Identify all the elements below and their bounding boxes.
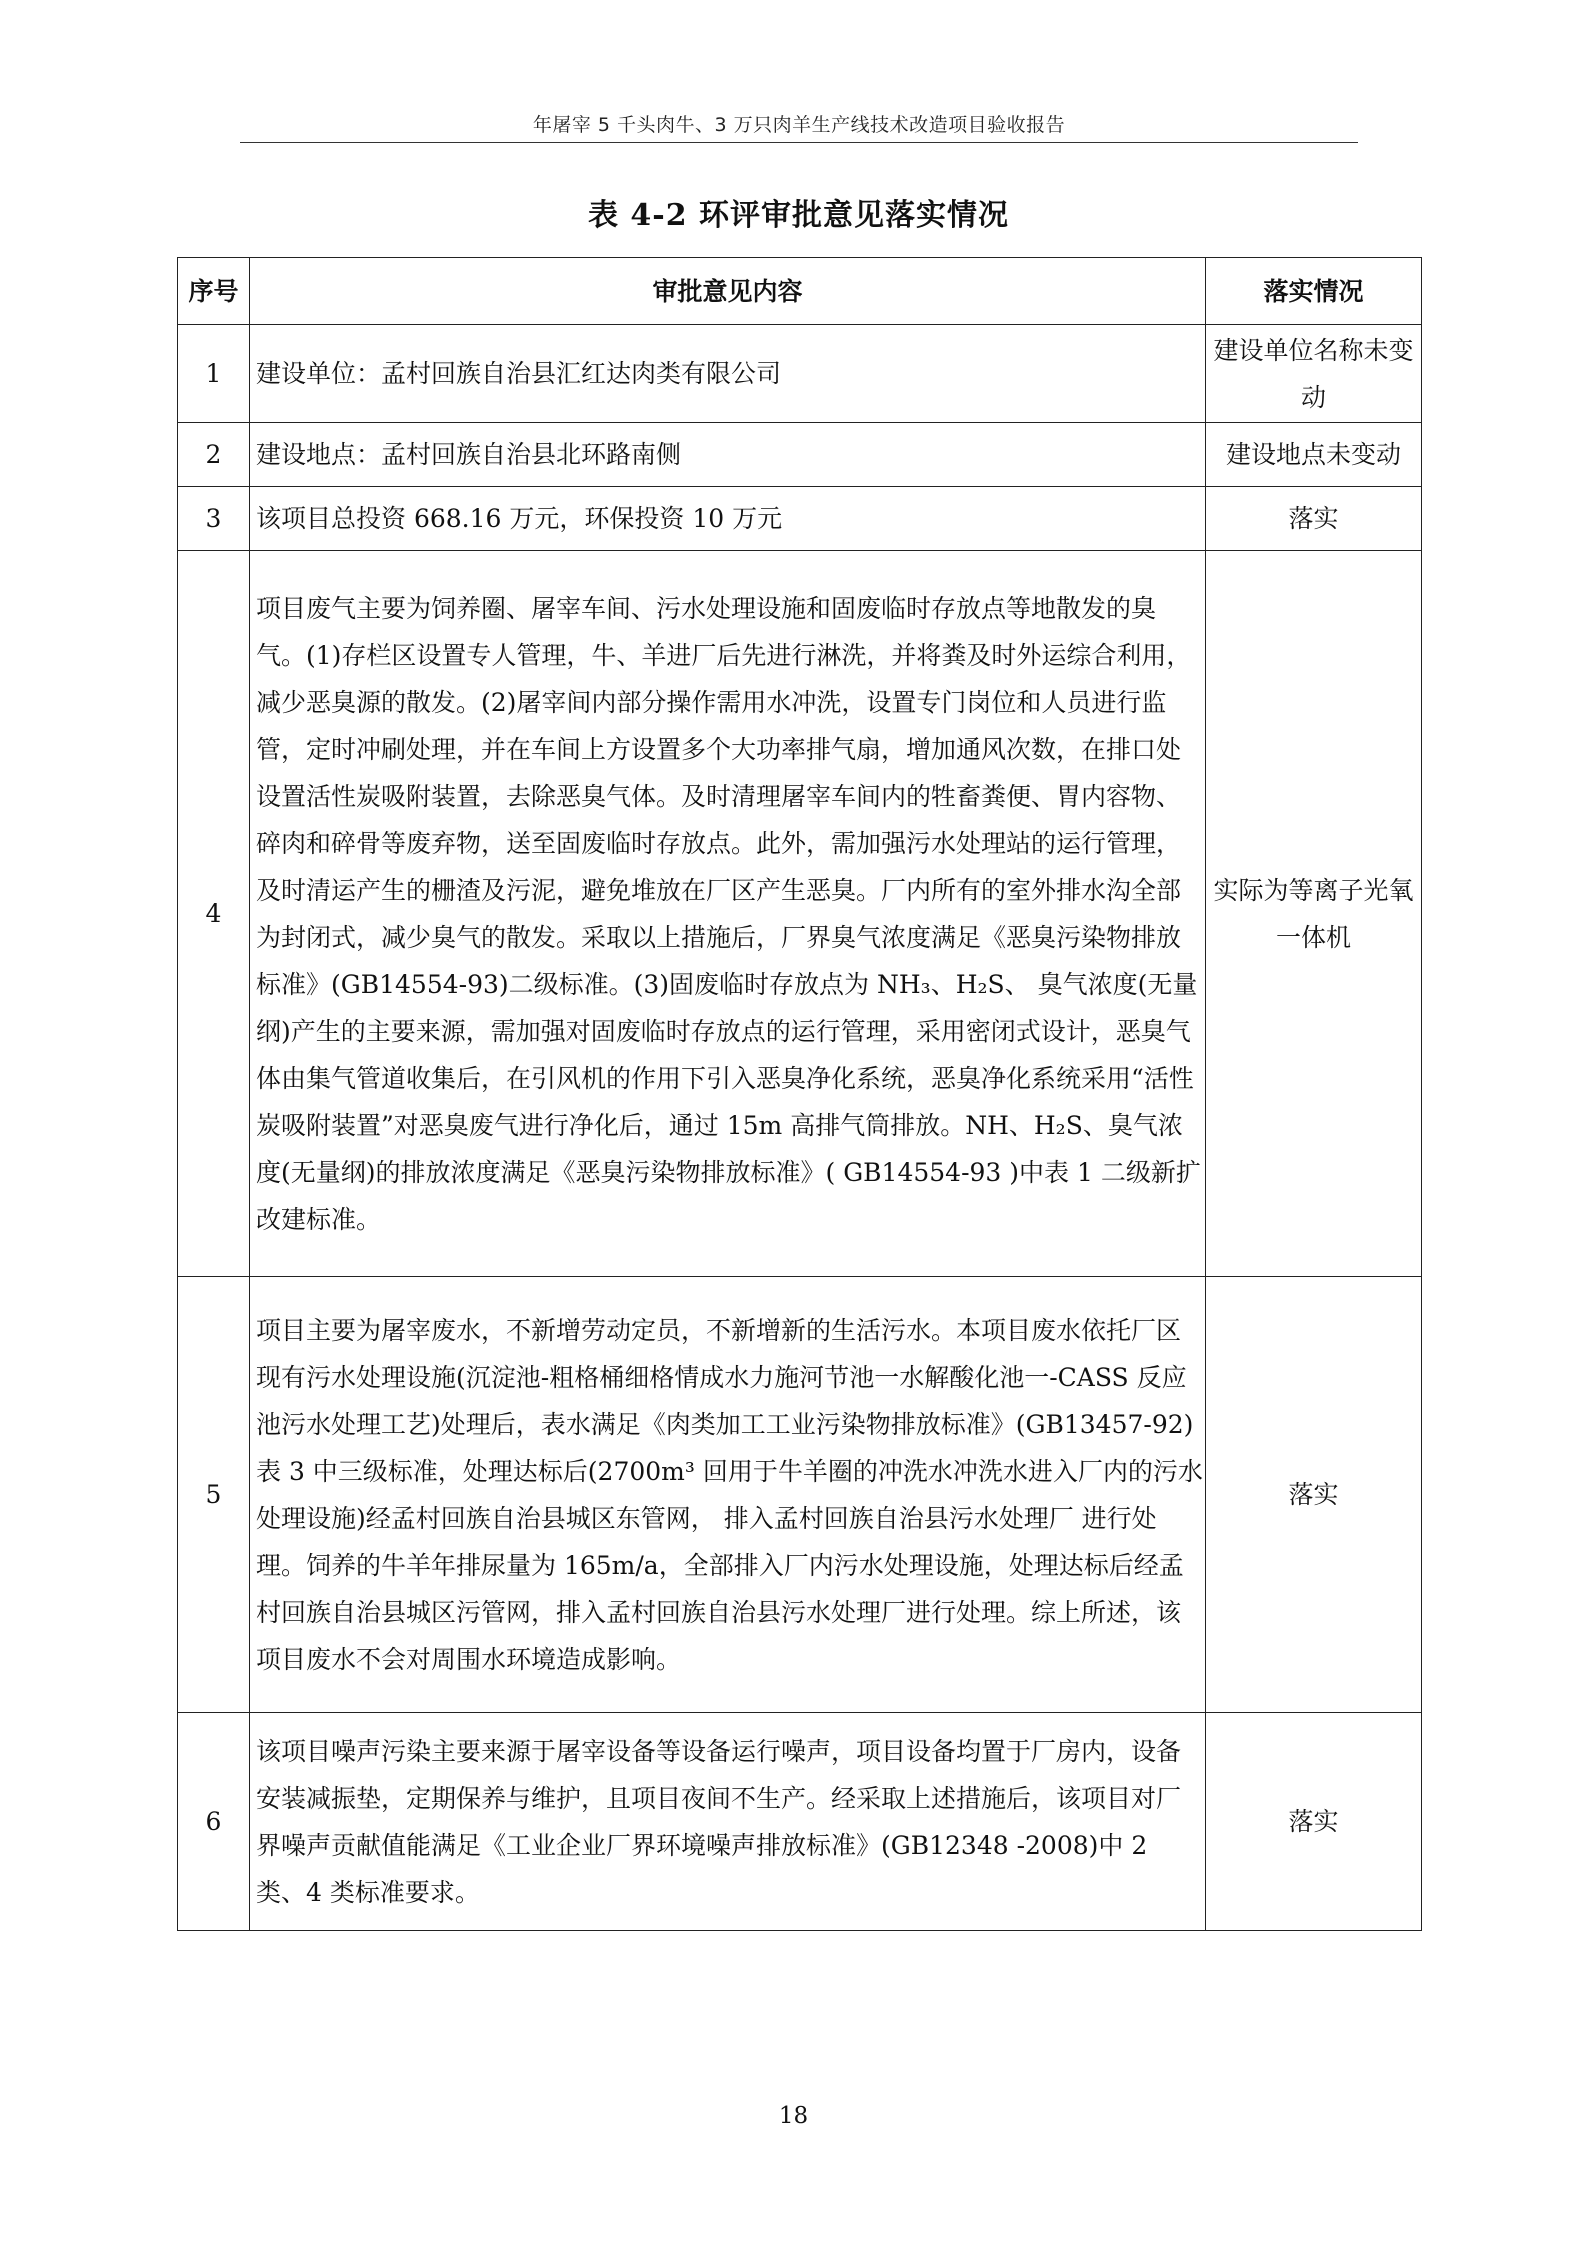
table-row [178, 487, 1422, 551]
header-content: 审批意见内容 [250, 258, 1206, 325]
running-header: 年屠宰 5 千头肉牛、3 万只肉羊生产线技术改造项目验收报告 [532, 114, 1066, 136]
row-content: 建设地点：孟村回族自治县北环路南侧 [250, 423, 1206, 487]
row-status: 实际为等离子光氧一体机 [1206, 551, 1422, 1277]
table-row [178, 1277, 1422, 1713]
header-rule [240, 142, 1358, 143]
row-status: 落实 [1206, 1713, 1422, 1931]
row-status: 建设单位名称未变动 [1206, 325, 1422, 423]
row-number: 3 [178, 487, 250, 551]
page-number: 18 [778, 2103, 809, 2129]
row-status: 落实 [1206, 1277, 1422, 1713]
table-header-row [178, 258, 1422, 325]
row-status: 建设地点未变动 [1206, 423, 1422, 487]
row-content: 建设单位：孟村回族自治县汇红达肉类有限公司 [250, 325, 1206, 423]
row-number: 5 [178, 1277, 250, 1713]
table-title: 表 4-2 环评审批意见落实情况 [587, 198, 1010, 233]
row-content: 项目废气主要为饲养圈、屠宰车间、污水处理设施和固废临时存放点等地散发的臭气。(1)存栏区设置专人管理，牛、羊进厂后先进行淋洗，并将粪及时外运综合利用，减少恶臭源的散发。(2)屠宰间内部分操作需用水冲洗，设置专门岗位和人员进行监管，定时冲刷处理，并在车间上方设置多个大功率排气扇，增加通风次数，在排口处设置活性炭吸附装置，去除恶臭气体。及时清理屠宰车间内的牲畜粪便、胃内容物、碎肉和碎骨等废弃物，送至固废临时存放点。此外，需加强污水处理站的运行管理，及时清运产生的栅渣及污泥，避免堆放在厂区产生恶臭。厂内所有的室外排水沟全部为封闭式，减少臭气的散发。采取以上措施后，厂界臭气浓度满足《恶臭污染物排放标准》(GB14554-93)二级标准。(3)固废临时存放点为 NH₃、H₂S、 臭气浓度(无量纲)产生的主要来源，需加强对固废临时存放点的运行管理，采用密闭式设计，恶臭气体由集气管道收集后，在引风机的作用下引入恶臭净化系统，恶臭净化系统采用“活性炭吸附装置”对恶臭废气进行净化后，通过 15m 高排气筒排放。NH、H₂S、臭气浓度(无量纲)的排放浓度满足《恶臭污染物排放标准》( GB14554-93 )中表 1 二级新扩改建标准。 [250, 551, 1206, 1277]
row-number: 1 [178, 325, 250, 423]
approval-table [177, 257, 1422, 1931]
header-no: 序号 [178, 258, 250, 325]
row-number: 2 [178, 423, 250, 487]
table-row [178, 1713, 1422, 1931]
row-status: 落实 [1206, 487, 1422, 551]
table-row [178, 325, 1422, 423]
row-number: 6 [178, 1713, 250, 1931]
table-row [178, 423, 1422, 487]
header-status: 落实情况 [1206, 258, 1422, 325]
row-content: 该项目总投资 668.16 万元，环保投资 10 万元 [250, 487, 1206, 551]
table-row [178, 551, 1422, 1277]
row-content: 该项目噪声污染主要来源于屠宰设备等设备运行噪声，项目设备均置于厂房内，设备安装减振垫，定期保养与维护，且项目夜间不生产。经采取上述措施后，该项目对厂界噪声贡献值能满足《工业企业厂界环境噪声排放标准》(GB12348 -2008)中 2 类、4 类标准要求。 [250, 1713, 1206, 1931]
row-content: 项目主要为屠宰废水，不新增劳动定员，不新增新的生活污水。本项目废水依托厂区现有污水处理设施(沉淀池-粗格桶细格情成水力施河节池一水解酸化池一-CASS 反应池污水处理工艺)处理后，表水满足《肉类加工工业污染物排放标准》(GB13457-92)表 3 中三级标准，处理达标后(2700m³ 回用于牛羊圈的冲洗水冲洗水进入厂内的污水处理设施)经孟村回族自治县城区东管网， 排入孟村回族自治县污水处理厂 进行处理。饲养的牛羊年排尿量为 165m/a，全部排入厂内污水处理设施，处理达标后经孟村回族自治县城区污管网，排入孟村回族自治县污水处理厂进行处理。综上所述，该项目废水不会对周围水环境造成影响。 [250, 1277, 1206, 1713]
row-number: 4 [178, 551, 250, 1277]
